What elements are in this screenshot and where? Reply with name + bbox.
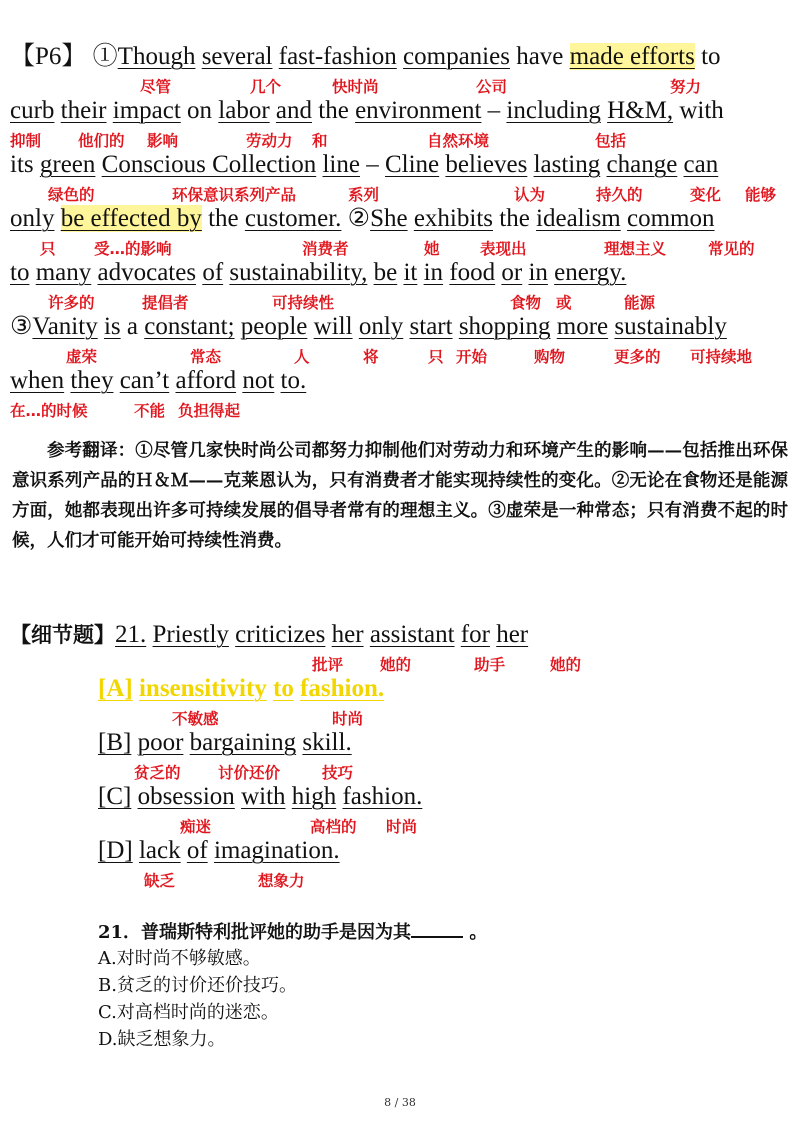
question-section-tag: 【细节题】: [10, 623, 115, 647]
gloss-word: 环保意识系列产品: [172, 186, 297, 204]
gloss-word: 能够: [745, 186, 777, 204]
passage-line-7: [10, 364, 306, 398]
gloss-word: 时尚: [386, 818, 418, 836]
underlined-word: [A]: [98, 675, 133, 702]
gloss-word: 在…的时候: [10, 402, 88, 420]
gloss-word: 受…的影响: [94, 240, 172, 258]
underlined-word: [C]: [98, 783, 132, 810]
underlined-word: shopping: [458, 313, 551, 340]
plain-text: the: [201, 205, 245, 232]
underlined-word: people: [240, 313, 308, 340]
underlined-word: Priestly: [152, 621, 229, 648]
plain-text: have: [509, 43, 570, 70]
underlined-word: criticizes: [235, 621, 326, 648]
gloss-word: 高档的: [310, 818, 357, 836]
plain-text: with: [673, 97, 724, 124]
underlined-word: green: [39, 151, 96, 178]
underlined-word: companies: [403, 43, 510, 70]
underlined-word: lack: [138, 837, 181, 864]
gloss-word: 将: [363, 348, 379, 366]
underlined-word: common: [627, 205, 715, 232]
gloss-word: 他们的: [78, 132, 125, 150]
underlined-word: to.: [280, 367, 307, 394]
underlined-word: is: [103, 313, 121, 340]
option-d[interactable]: [98, 834, 340, 868]
gloss-word: 贫乏的: [134, 764, 181, 782]
underlined-word: assistant: [369, 621, 455, 648]
gloss-word: 她的: [380, 656, 412, 674]
underlined-word: their: [60, 97, 107, 124]
plain-text: [54, 205, 60, 232]
gloss-word: 时尚: [332, 710, 364, 728]
plain-text: the: [312, 97, 356, 124]
underlined-word: energy.: [554, 259, 627, 286]
underlined-word: change: [606, 151, 678, 178]
underlined-word: 21.: [115, 621, 147, 648]
gloss-word: 常见的: [708, 240, 755, 258]
gloss-word: 不能: [134, 402, 166, 420]
passage-line-5: [10, 256, 626, 290]
question-cn-stem: [98, 918, 487, 946]
question-cn-option-c: C.对高档时尚的迷恋。: [98, 1002, 279, 1023]
underlined-word: to: [273, 675, 294, 702]
option-c[interactable]: [98, 780, 422, 814]
gloss-word: 负担得起: [178, 402, 241, 420]
passage-line-6: [10, 310, 727, 344]
underlined-word: labor: [218, 97, 270, 124]
underlined-word: be effected by: [60, 205, 202, 232]
gloss-word: 消费者: [302, 240, 349, 258]
gloss-word: 公司: [476, 78, 508, 96]
gloss-word: 技巧: [322, 764, 354, 782]
underlined-word: start: [409, 313, 453, 340]
underlined-word: to: [10, 259, 30, 286]
underlined-word: customer.: [244, 205, 342, 232]
underlined-word: food: [449, 259, 496, 286]
underlined-word: lasting: [533, 151, 601, 178]
plain-text: its: [10, 151, 34, 178]
plain-text: the: [493, 205, 537, 232]
gloss-word: 理想主义: [604, 240, 667, 258]
question-stem-text: [115, 621, 528, 648]
passage-line-2: [10, 94, 724, 128]
underlined-word: [B]: [98, 729, 132, 756]
underlined-word: made efforts: [569, 43, 695, 70]
underlined-word: they: [70, 367, 114, 394]
option-a[interactable]: [98, 672, 384, 706]
gloss-word: 提倡者: [142, 294, 189, 312]
gloss-word: 几个: [250, 78, 282, 96]
gloss-word: 只: [40, 240, 56, 258]
underlined-word: exhibits: [413, 205, 493, 232]
passage-line-1: [10, 40, 721, 74]
gloss-word: 助手: [474, 656, 506, 674]
gloss-word: 讨价还价: [218, 764, 281, 782]
underlined-word: afford: [175, 367, 237, 394]
plain-text: ②: [341, 205, 371, 232]
underlined-word: in: [423, 259, 444, 286]
plain-text: ③: [10, 313, 33, 340]
gloss-word: 更多的: [614, 348, 661, 366]
gloss-word: 系列: [348, 186, 380, 204]
answer-blank: [411, 918, 463, 938]
plain-text: to: [694, 43, 721, 70]
underlined-word: with: [241, 783, 286, 810]
underlined-word: bargaining: [189, 729, 297, 756]
gloss-word: 影响: [147, 132, 179, 150]
underlined-word: in: [528, 259, 548, 286]
underlined-word: several: [201, 43, 273, 70]
underlined-word: will: [313, 313, 353, 340]
gloss-word: 购物: [534, 348, 566, 366]
underlined-word: She: [370, 205, 408, 232]
plain-text: ①: [86, 43, 118, 70]
underlined-word: Cline: [384, 151, 440, 178]
underlined-word: only: [10, 205, 55, 232]
underlined-word: obsession: [137, 783, 235, 810]
underlined-word: including: [506, 97, 601, 124]
underlined-word: her: [331, 621, 364, 648]
gloss-word: 和: [312, 132, 328, 150]
underlined-word: of: [186, 837, 208, 864]
gloss-word: 批评: [312, 656, 344, 674]
underlined-word: imagination.: [213, 837, 340, 864]
underlined-word: of: [202, 259, 224, 286]
passage-line-3: [10, 148, 718, 182]
underlined-word: skill.: [302, 729, 352, 756]
gloss-word: 快时尚: [332, 78, 379, 96]
underlined-word: sustainably: [614, 313, 727, 340]
underlined-word: for: [460, 621, 490, 648]
underlined-word: more: [556, 313, 609, 340]
reference-translation: [12, 436, 788, 556]
underlined-word: sustainability,: [229, 259, 368, 286]
underlined-word: poor: [137, 729, 184, 756]
underlined-word: be: [373, 259, 398, 286]
underlined-word: line: [322, 151, 360, 178]
underlined-word: H&M,: [607, 97, 674, 124]
question-cn-option-b: B.贫乏的讨价还价技巧。: [98, 975, 297, 996]
underlined-word: and: [275, 97, 313, 124]
gloss-word: 能源: [624, 294, 656, 312]
gloss-word: 许多的: [48, 294, 95, 312]
gloss-word: 劳动力: [246, 132, 293, 150]
underlined-word: when: [10, 367, 65, 394]
reference-translation-text: ①尽管几家快时尚公司都努力抑制他们对劳动力和环境产生的影响——包括推出环保意识系列产品的Ｈ＆Ｍ——克莱恩认为，只有消费者才能实现持续性的变化。②无论在食物还是能源方面，她都表现出许多可持续发展的倡导者常有的理想主义。③虚荣是一种常态；只有消费不起的时候，人们才可能开始可持续性消费。: [12, 441, 788, 551]
gloss-word: 她的: [550, 656, 582, 674]
gloss-word: 绿色的: [48, 186, 95, 204]
underlined-word: insensitivity: [138, 675, 267, 702]
passage-line-4: [10, 202, 715, 236]
underlined-word: only: [358, 313, 404, 340]
gloss-word: 常态: [190, 348, 222, 366]
gloss-word: 食物: [510, 294, 542, 312]
gloss-word: 不敏感: [172, 710, 219, 728]
gloss-word: 认为: [514, 186, 546, 204]
gloss-word: 变化: [690, 186, 722, 204]
underlined-word: fast-fashion: [278, 43, 397, 70]
gloss-word: 表现出: [480, 240, 527, 258]
gloss-word: 缺乏: [144, 872, 176, 890]
page-number: 8 / 38: [384, 1096, 416, 1109]
gloss-word: 虚荣: [66, 348, 98, 366]
gloss-word: 痴迷: [180, 818, 212, 836]
gloss-word: 她: [424, 240, 440, 258]
gloss-word: 自然环境: [427, 132, 490, 150]
gloss-word: 可持续性: [272, 294, 335, 312]
gloss-word: 只: [428, 348, 444, 366]
underlined-word: Conscious Collection: [101, 151, 317, 178]
plain-text: on: [180, 97, 219, 124]
gloss-word: 持久的: [596, 186, 643, 204]
gloss-word: 或: [556, 294, 572, 312]
question-stem: [10, 618, 528, 652]
gloss-word: 想象力: [258, 872, 305, 890]
question-cn-stem-end: 。: [463, 922, 488, 943]
plain-text: –: [481, 97, 507, 124]
underlined-word: curb: [10, 97, 55, 124]
gloss-word: 包括: [595, 132, 627, 150]
question-cn-option-d: D.缺乏想象力。: [98, 1029, 226, 1050]
gloss-word: 可持续地: [690, 348, 753, 366]
underlined-word: her: [496, 621, 529, 648]
reference-translation-label: 参考翻译：: [47, 441, 136, 461]
underlined-word: idealism: [536, 205, 621, 232]
plain-text: –: [359, 151, 385, 178]
underlined-word: believes: [445, 151, 528, 178]
gloss-word: 人: [294, 348, 310, 366]
underlined-word: fashion.: [300, 675, 385, 702]
underlined-word: many: [35, 259, 92, 286]
plain-text: a: [120, 313, 145, 340]
underlined-word: Vanity: [32, 313, 98, 340]
gloss-word: 抑制: [10, 132, 42, 150]
underlined-word: not: [242, 367, 275, 394]
question-cn-stem-text: 21．普瑞斯特利批评她的助手是因为其: [98, 922, 412, 943]
question-cn-option-a: A.对时尚不够敏感。: [98, 948, 261, 969]
underlined-word: [D]: [98, 837, 133, 864]
underlined-word: advocates: [97, 259, 197, 286]
underlined-word: Though: [117, 43, 196, 70]
underlined-word: high: [291, 783, 337, 810]
underlined-word: impact: [112, 97, 181, 124]
underlined-word: environment: [355, 97, 482, 124]
plain-text: 【P6】: [10, 43, 87, 70]
underlined-word: it: [403, 259, 418, 286]
underlined-word: can: [683, 151, 719, 178]
underlined-word: or: [501, 259, 523, 286]
underlined-word: constant;: [144, 313, 235, 340]
underlined-word: can’t: [119, 367, 170, 394]
option-b[interactable]: [98, 726, 352, 760]
gloss-word: 开始: [456, 348, 488, 366]
gloss-word: 尽管: [140, 78, 172, 96]
gloss-word: 努力: [670, 78, 702, 96]
underlined-word: fashion.: [342, 783, 423, 810]
